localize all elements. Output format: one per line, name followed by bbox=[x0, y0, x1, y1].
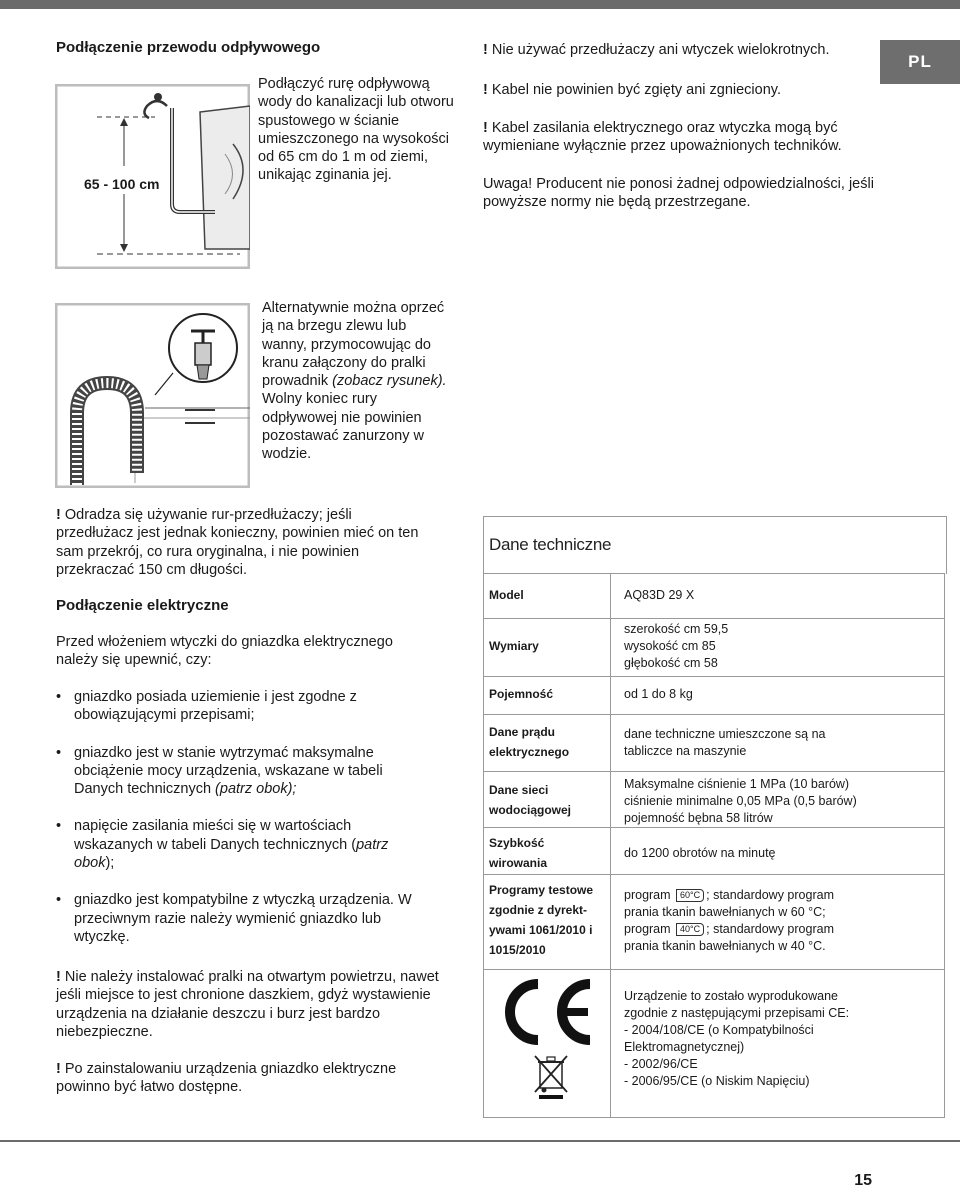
bullet-after: ); bbox=[105, 855, 115, 872]
cable-warning-text: Kabel zasilania elektrycznego oraz wtyczka mogą być wymieniane wyłącznie przez upoważnionych techników. bbox=[483, 120, 842, 155]
list-item bbox=[56, 744, 426, 799]
row-value-model: AQ83D 29 X bbox=[624, 588, 695, 602]
table-border bbox=[483, 573, 484, 1118]
table-divider bbox=[483, 618, 945, 619]
list-item bbox=[56, 688, 426, 725]
bullet-text: napięcie zasilania mieści się w wartościach wskazanych w tabeli Danych technicznych ( bbox=[74, 818, 357, 853]
row-label-electrical bbox=[489, 722, 569, 762]
row-value-water bbox=[624, 776, 857, 827]
program-text: program bbox=[624, 922, 675, 936]
table-border bbox=[944, 573, 945, 1118]
cable-warning-text: Producent nie ponosi żadnej odpowiedzialności, jeśli powyższe normy nie będą przestrzegane. bbox=[483, 176, 874, 211]
cable-warning-text: Kabel nie powinien być zgięty ani zgnieciony. bbox=[487, 82, 781, 98]
compliance-line: Urządzenie to zostało wyprodukowane bbox=[624, 989, 839, 1003]
label-line: wodociągowej bbox=[489, 803, 572, 817]
table-divider bbox=[483, 827, 945, 828]
warning-mark: Uwaga! bbox=[483, 176, 533, 192]
warning-mark: ! bbox=[56, 1061, 61, 1077]
compliance-line: zgodnie z następującymi przepisami CE: bbox=[624, 1006, 850, 1020]
label-line: Programy testowe bbox=[489, 883, 594, 897]
program-text: program bbox=[624, 888, 675, 902]
bullet-italic: (patrz obok); bbox=[215, 781, 297, 798]
socket-access-text: Po zainstalowaniu urządzenia gniazdko elektryczne powinno być łatwo dostępne. bbox=[56, 1061, 397, 1096]
alt-drain-text bbox=[262, 299, 452, 464]
outdoor-warning bbox=[56, 968, 441, 1041]
value-line: szerokość cm 59,5 bbox=[624, 622, 729, 636]
row-value-spin: do 1200 obrotów na minutę bbox=[624, 846, 776, 860]
row-label-spin bbox=[489, 833, 547, 873]
value-line: wysokość cm 85 bbox=[624, 639, 716, 653]
label-line: ywami 1061/2010 i bbox=[489, 923, 593, 937]
program-text: ; standardowy program bbox=[706, 922, 834, 936]
drain-text: Podłączyć rurę odpływową wody do kanalizacji lub otworu spustowego w ścianie umieszczonego na wysokości od 65 cm do 1 m od ziemi, unikając zginania jej. bbox=[258, 76, 454, 184]
table-divider bbox=[483, 676, 945, 677]
label-line: wirowania bbox=[489, 856, 548, 870]
compliance-text bbox=[624, 988, 849, 1090]
row-value-electrical bbox=[624, 726, 826, 760]
label-line: Dane sieci bbox=[489, 783, 549, 797]
label-line: Szybkość bbox=[489, 836, 545, 850]
cable-warning-3 bbox=[483, 119, 883, 156]
electrical-heading: Podłączenie elektryczne bbox=[56, 597, 229, 614]
cable-warning-text: Nie używać przedłużaczy ani wtyczek wielokrotnych. bbox=[487, 42, 830, 58]
value-line: prania tkanin bawełnianych w 40 °C. bbox=[624, 939, 826, 953]
weee-bin-icon bbox=[534, 1054, 568, 1105]
label-line: 1015/2010 bbox=[489, 943, 546, 957]
alt-text-part-1: Alternatywnie można oprzeć ją na brzegu zlewu lub wanny, przymocowując do kranu załączony do pralki prowadnik bbox=[262, 300, 445, 390]
height-label: 65 - 100 cm bbox=[84, 176, 160, 192]
page-number: 15 bbox=[854, 1172, 872, 1189]
value-line: pojemność bębna 58 litrów bbox=[624, 811, 773, 825]
cable-warning-1 bbox=[483, 41, 883, 59]
label-line: Dane prądu bbox=[489, 725, 556, 739]
electrical-checklist bbox=[56, 688, 426, 965]
compliance-line: Elektromagnetycznej) bbox=[624, 1040, 745, 1054]
ce-mark-icon bbox=[500, 978, 600, 1053]
table-divider bbox=[483, 874, 945, 875]
row-label-dimensions: Wymiary bbox=[489, 639, 539, 653]
row-label-programs bbox=[489, 880, 593, 960]
warning-mark: ! bbox=[56, 507, 61, 523]
tech-table-title: Dane techniczne bbox=[489, 535, 612, 554]
warning-mark: ! bbox=[483, 82, 488, 98]
warning-mark: ! bbox=[56, 969, 61, 985]
list-item bbox=[56, 817, 426, 872]
language-tab: PL bbox=[880, 40, 960, 84]
bottom-rule bbox=[0, 1140, 960, 1142]
bullet-italic: patrz obok bbox=[74, 836, 389, 872]
value-line bbox=[624, 887, 834, 904]
label-line: zgodnie z dyrekt- bbox=[489, 903, 588, 917]
sink-hose-figure bbox=[55, 303, 250, 488]
value-line bbox=[624, 921, 834, 938]
compliance-line: - 2006/95/CE (o Niskim Napięciu) bbox=[624, 1074, 810, 1088]
row-label-model: Model bbox=[489, 588, 524, 602]
extension-warning bbox=[56, 506, 426, 579]
compliance-line: - 2002/96/CE bbox=[624, 1057, 698, 1071]
socket-access-warning bbox=[56, 1060, 441, 1097]
temp-40-icon: 40°C bbox=[676, 923, 704, 936]
table-divider bbox=[483, 714, 945, 715]
row-value-dimensions bbox=[624, 621, 728, 672]
table-divider bbox=[483, 573, 945, 574]
bullet-text: gniazdko posiada uziemienie i jest zgodne z obowiązującymi przepisami; bbox=[74, 689, 357, 724]
row-label-capacity: Pojemność bbox=[489, 687, 554, 701]
outdoor-warning-text: Nie należy instalować pralki na otwartym powietrzu, nawet jeśli miejsce to jest chronione daszkiem, gdyż wystawienie urządzenia na działanie deszczu i burz jest bardzo niebezpieczne. bbox=[56, 969, 439, 1040]
value-line: tabliczce na maszynie bbox=[624, 744, 747, 758]
electrical-intro: Przed włożeniem wtyczki do gniazdka elektrycznego należy się upewnić, czy: bbox=[56, 634, 393, 669]
label-line: elektrycznego bbox=[489, 745, 570, 759]
value-line: prania tkanin bawełnianych w 60 °C; bbox=[624, 905, 826, 919]
table-divider bbox=[483, 1117, 945, 1118]
warning-mark: ! bbox=[483, 42, 488, 58]
bullet-text: gniazdko jest w stanie wytrzymać maksymalne obciążenie mocy urządzenia, wskazane w tabeli Danych technicznych bbox=[74, 744, 383, 798]
row-value-programs bbox=[624, 887, 834, 955]
top-bar bbox=[0, 0, 960, 9]
alt-text-part-2: Wolny koniec rury odpływowej nie powinien pozostawać zanurzony w wodzie. bbox=[262, 391, 424, 463]
bullet-text: gniazdko jest kompatybilne z wtyczką urządzenia. W przeciwnym razie należy wymienić gniazdko lub wtyczkę. bbox=[74, 892, 412, 945]
drain-heading: Podłączenie przewodu odpływowego bbox=[56, 39, 321, 56]
program-text: ; standardowy program bbox=[706, 888, 834, 902]
table-divider bbox=[483, 969, 945, 970]
row-value-capacity: od 1 do 8 kg bbox=[624, 687, 693, 701]
alt-text-italic: (zobacz rysunek). bbox=[332, 373, 447, 390]
compliance-line: - 2004/108/CE (o Kompatybilności bbox=[624, 1023, 814, 1037]
warning-mark: ! bbox=[483, 120, 488, 136]
value-line: głębokość cm 58 bbox=[624, 656, 718, 670]
extension-warning-text: Odradza się używanie rur-przedłużaczy; jeśli przedłużacz jest jednak konieczny, powinien mieć on ten sam przekrój, co rura oryginalna, i nie powinien przekraczać 150 cm długości. bbox=[56, 507, 419, 578]
value-line: ciśnienie minimalne 0,05 MPa (0,5 barów) bbox=[624, 794, 857, 808]
row-label-water bbox=[489, 780, 571, 820]
cable-warning-2 bbox=[483, 81, 883, 99]
table-divider bbox=[483, 771, 945, 772]
value-line: dane techniczne umieszczone są na bbox=[624, 727, 826, 741]
table-border bbox=[610, 573, 611, 1118]
cable-warning-4 bbox=[483, 175, 883, 212]
list-item bbox=[56, 891, 426, 946]
temp-60-icon: 60°C bbox=[676, 889, 704, 902]
value-line: Maksymalne ciśnienie 1 MPa (10 barów) bbox=[624, 777, 850, 791]
